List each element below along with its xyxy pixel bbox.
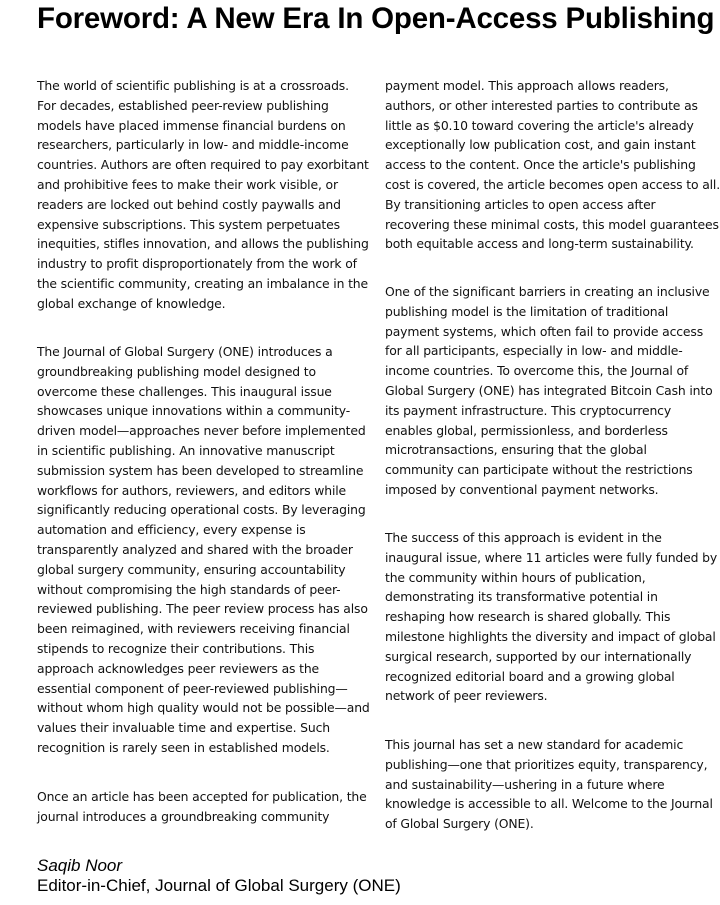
text-line: of Global Surgery (ONE). [385,816,534,832]
text-line: imposed by conventional payment networks. [385,481,659,497]
text-line: stipends to recognize their contributions. This [37,640,315,656]
text-line: knowledge is accessible to all. Welcome to the Journal [385,796,713,812]
text-line: enables global, permissionless, and borderless [385,422,668,438]
text-line: By transitioning articles to open access after [385,196,656,212]
text-line: recognition is rarely seen in established models. [37,739,330,755]
text-line: For decades, established peer-review publishing [37,97,329,113]
text-line: The world of scientific publishing is at a crossroads. [37,78,349,93]
signature-role: Editor-in-Chief, Journal of Global Surgery (ONE) [37,876,401,895]
text-line: approach acknowledges peer reviewers as the [37,660,319,676]
text-line: The Journal of Global Surgery (ONE) introduces a [37,344,333,359]
text-line: countries. Authors are often required to pay exorbitant [37,157,369,173]
text-line: global exchange of knowledge. [37,295,226,311]
text-line: the community within hours of publication, [385,569,646,585]
text-line: One of the significant barriers in creating an inclusive [385,284,710,299]
text-line: demonstrating its transformative potential in [385,589,658,605]
text-line: publishing model is the limitation of traditional [385,303,669,319]
text-line: reviewed publishing. The peer review process has also [37,601,368,617]
text-line: groundbreaking publishing model designed to [37,363,316,379]
text-line: payment systems, which often fail to provide access [385,323,704,339]
signature [37,856,401,896]
text-line: transparently analyzed and shared with the broader [37,541,353,557]
text-line: significantly reducing operational costs. By leveraging [37,502,366,518]
text-line: authors, or other interested parties to contribute as [385,97,698,113]
text-line: inaugural issue, where 11 articles were fully funded by [385,549,718,565]
text-line: automation and efficiency, every expense is [37,522,306,538]
text-line: payment model. This approach allows readers, [385,78,669,93]
text-line: journal introduces a groundbreaking community [37,808,330,824]
text-line: publishing—one that prioritizes equity, transparency, [385,756,708,772]
text-line: recognized editorial board and a growing global [385,668,675,684]
text-line: researchers, particularly in low- and middle-income [37,137,349,153]
paragraph [385,735,713,834]
paragraph [37,342,370,758]
text-line: global surgery community, ensuring accountability [37,561,346,577]
page-title: Foreword: A New Era In Open-Access Publishing [37,2,715,35]
text-line: network of peer reviewers. [385,688,548,704]
paragraph [385,528,717,706]
text-line: without compromising the high standards of peer- [37,581,341,597]
text-line: values their invaluable time and expertise. Such [37,720,330,736]
text-line: microtransactions, ensuring that the global [385,442,647,458]
text-line: showcases unique innovations within a community- [37,403,351,419]
text-line: and sustainability—ushering in a future where [385,776,665,792]
text-line: driven model—approaches never before implemented [37,423,366,439]
text-line: been reimagined, with reviewers receiving financial [37,621,350,637]
text-line: little as $0.10 toward covering the article's already [385,117,694,133]
text-line: access to the content. Once the article's publishing [385,157,696,173]
text-line: milestone highlights the diversity and impact of global [385,628,716,644]
paragraph [37,76,369,314]
text-line: Once an article has been accepted for publication, the [37,789,367,804]
text-line: submission system has been developed to streamline [37,462,364,478]
text-line: exceptionally low publication cost, and gain instant [385,137,696,153]
text-line: without whom high quality would not be possible—and [37,700,370,716]
paragraph [37,787,367,827]
text-line: for all participants, especially in low- and middle- [385,343,683,359]
paragraph [385,76,720,254]
text-line: Global Surgery (ONE) has integrated Bitcoin Cash into [385,382,713,398]
text-line: readers are locked out behind costly paywalls and [37,196,341,212]
text-line: This journal has set a new standard for academic [385,737,684,752]
text-line: workflows for authors, reviewers, and editors while [37,482,347,498]
text-line: in scientific publishing. An innovative manuscript [37,442,335,458]
text-line: inequities, stifles innovation, and allows the publishing [37,236,369,252]
text-line: industry to profit disproportionately from the work of [37,256,357,272]
text-line: expensive subscriptions. This system perpetuates [37,216,340,232]
text-line: reshaping how research is shared globally. This [385,609,671,625]
text-line: recovering these minimal costs, this model guarantees [385,216,719,232]
text-line: models have placed immense financial burdens on [37,117,346,133]
paragraph [385,282,713,500]
text-line: community can participate without the restrictions [385,462,693,478]
text-line: both equitable access and long-term sustainability. [385,236,694,252]
text-line: overcome these challenges. This inaugural issue [37,383,332,399]
text-line: its payment infrastructure. This cryptocurrency [385,402,672,418]
text-line: and prohibitive fees to make their work visible, or [37,176,338,192]
text-line: income countries. To overcome this, the Journal of [385,363,689,379]
text-line: essential component of peer-reviewed publishing— [37,680,348,696]
text-line: The success of this approach is evident in the [385,530,662,545]
text-line: surgical research, supported by our internationally [385,648,692,664]
text-line: cost is covered, the article becomes open access to all. [385,176,720,192]
signature-name: Saqib Noor [37,856,123,875]
text-line: the scientific community, creating an imbalance in the [37,275,368,291]
